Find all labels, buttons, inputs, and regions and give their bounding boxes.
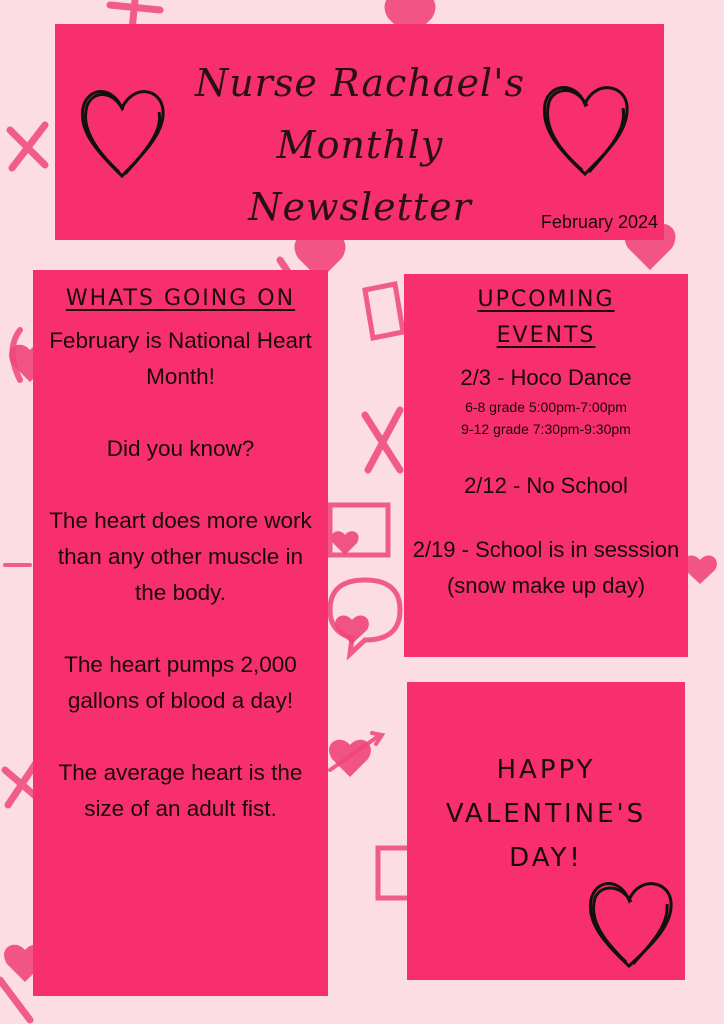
heart-icon	[75, 80, 169, 182]
title-line: Nurse Rachael's	[194, 61, 526, 105]
cross-icon	[10, 125, 45, 168]
issue-date: February 2024	[540, 212, 658, 232]
whats-going-on-panel	[33, 270, 328, 996]
section-heading: UPCOMING EVENTS	[477, 287, 615, 348]
paragraph: The average heart is the size of an adult fist.	[58, 760, 303, 821]
events-list	[404, 360, 688, 604]
heart-icon	[581, 872, 679, 972]
section-heading: WHATS GOING ON	[65, 286, 296, 311]
heart-icon	[537, 76, 633, 180]
upcoming-events-panel	[404, 274, 688, 657]
paragraph: The heart does more work than any other muscle in the body.	[49, 508, 312, 605]
newsletter-header	[55, 24, 664, 240]
calendar-icon	[365, 284, 403, 338]
section-body	[33, 323, 328, 827]
event-detail: 6-8 grade 5:00pm-7:00pm	[465, 399, 627, 415]
event-title: 2/12 - No School	[464, 473, 628, 498]
valentine-panel	[407, 682, 685, 980]
event-detail: 9-12 grade 7:30pm-9:30pm	[461, 421, 631, 437]
greeting-line: VALENTINE'S	[445, 799, 647, 829]
title-line: Newsletter	[248, 185, 472, 229]
event-title: 2/19 - School is in sesssion (snow make up day)	[412, 537, 680, 598]
cross-icon	[0, 980, 30, 1020]
event-title: 2/3 - Hoco Dance	[460, 365, 632, 390]
heart-icon	[331, 531, 358, 555]
greeting-line: HAPPY	[496, 755, 596, 785]
cross-icon	[365, 410, 400, 470]
heart-icon	[329, 740, 371, 777]
paragraph: Did you know?	[106, 436, 255, 461]
valentine-greeting	[407, 748, 685, 880]
title-line: Monthly	[276, 123, 444, 167]
heart-icon	[683, 555, 717, 584]
newsletter-title	[185, 52, 535, 238]
paragraph: February is National Heart Month!	[49, 328, 312, 389]
paragraph: The heart pumps 2,000 gallons of blood a day!	[64, 652, 297, 713]
greeting-line: DAY!	[509, 843, 583, 873]
